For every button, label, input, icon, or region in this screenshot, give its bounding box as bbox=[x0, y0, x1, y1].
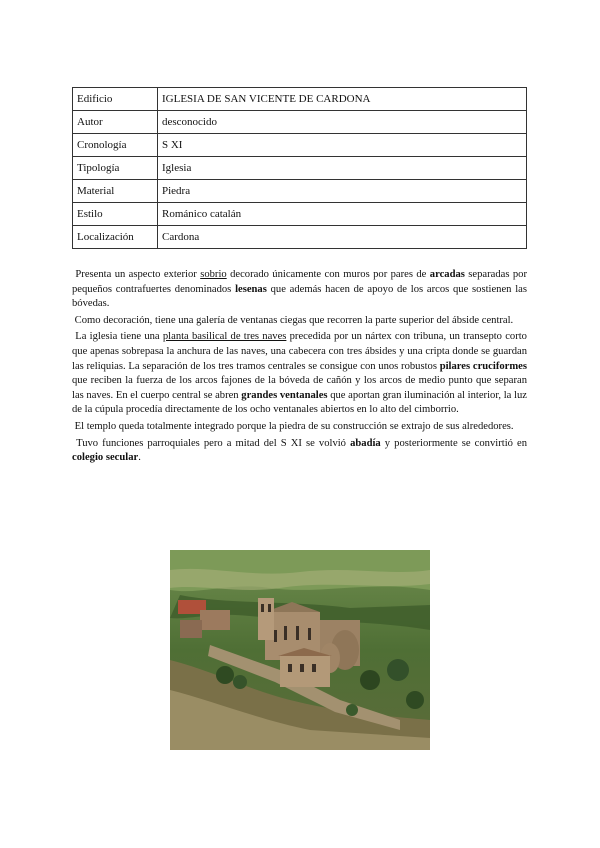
paragraph-plan: La iglesia tiene una planta basilical de tres naves precedida por un nártex con tribuna, un transepto corto que apenas sobrepasa la anchura de las naves, una cabecera con tres ábsides y una cripta donde se guardan las reliquias. La separación de los tres tramos centrales se consigue con unos robustos pilares cruciformes que reciben la fuerza de los arcos fajones de la bóveda de cañón y los arcos de medio punto que separan las naves. En el cuerpo central se abren grandes ventanales que aportan gran iluminación al interior, la luz de la cúpula procedía directamente de los ocho ventanales abiertos en lo alto del cimborrio. bbox=[72, 331, 527, 416]
table-row bbox=[73, 157, 527, 180]
paragraph-exterior: Presenta un aspecto exterior sobrio decorado únicamente con muros por pares de arcadas separadas por pequeños contrafuertes denominados lesenas que además hacen de apoyo de los arcos que sostienen las bóvedas. bbox=[72, 269, 527, 310]
table-value: S XI bbox=[158, 134, 527, 157]
table-key: Estilo bbox=[73, 203, 158, 226]
table-row bbox=[73, 180, 527, 203]
church-photo bbox=[170, 550, 430, 750]
paragraph-decoration: Como decoración, tiene una galería de ventanas ciegas que recorren la parte superior del ábside central. bbox=[74, 314, 514, 326]
table-key: Cronología bbox=[73, 134, 158, 157]
bold-term: grandes ventanales bbox=[241, 389, 328, 401]
table-key: Autor bbox=[73, 111, 158, 134]
body-text bbox=[72, 268, 527, 468]
bold-term: pilares cruciformes bbox=[439, 360, 527, 372]
bold-term: arcadas bbox=[429, 269, 465, 280]
bold-term: abadía bbox=[350, 437, 381, 449]
bold-term: colegio secular bbox=[72, 452, 139, 464]
table-value: Piedra bbox=[158, 180, 527, 203]
table-row bbox=[73, 134, 527, 157]
info-table bbox=[72, 87, 527, 249]
table-value: IGLESIA DE SAN VICENTE DE CARDONA bbox=[158, 88, 527, 111]
table-key: Tipología bbox=[73, 157, 158, 180]
table-value: Cardona bbox=[158, 226, 527, 249]
table-key: Edificio bbox=[73, 88, 158, 111]
table-row bbox=[73, 88, 527, 111]
table-key: Material bbox=[73, 180, 158, 203]
bold-term: lesenas bbox=[235, 283, 267, 295]
table-value: Iglesia bbox=[158, 157, 527, 180]
table-value: desconocido bbox=[158, 111, 527, 134]
underlined-term: sobrio bbox=[200, 269, 227, 280]
table-row bbox=[73, 226, 527, 249]
table-row bbox=[73, 111, 527, 134]
table-value: Románico catalán bbox=[158, 203, 527, 226]
table-key: Localización bbox=[73, 226, 158, 249]
paragraph-functions: Tuvo funciones parroquiales pero a mitad del S XI se volvió abadía y posteriormente se convirtió en colegio secular. bbox=[72, 437, 528, 464]
paragraph-integration: El templo queda totalmente integrado porque la piedra de su construcción se extrajo de sus alrededores. bbox=[74, 420, 514, 432]
table-row bbox=[73, 203, 527, 226]
underlined-term: planta basilical de tres naves bbox=[162, 331, 287, 343]
